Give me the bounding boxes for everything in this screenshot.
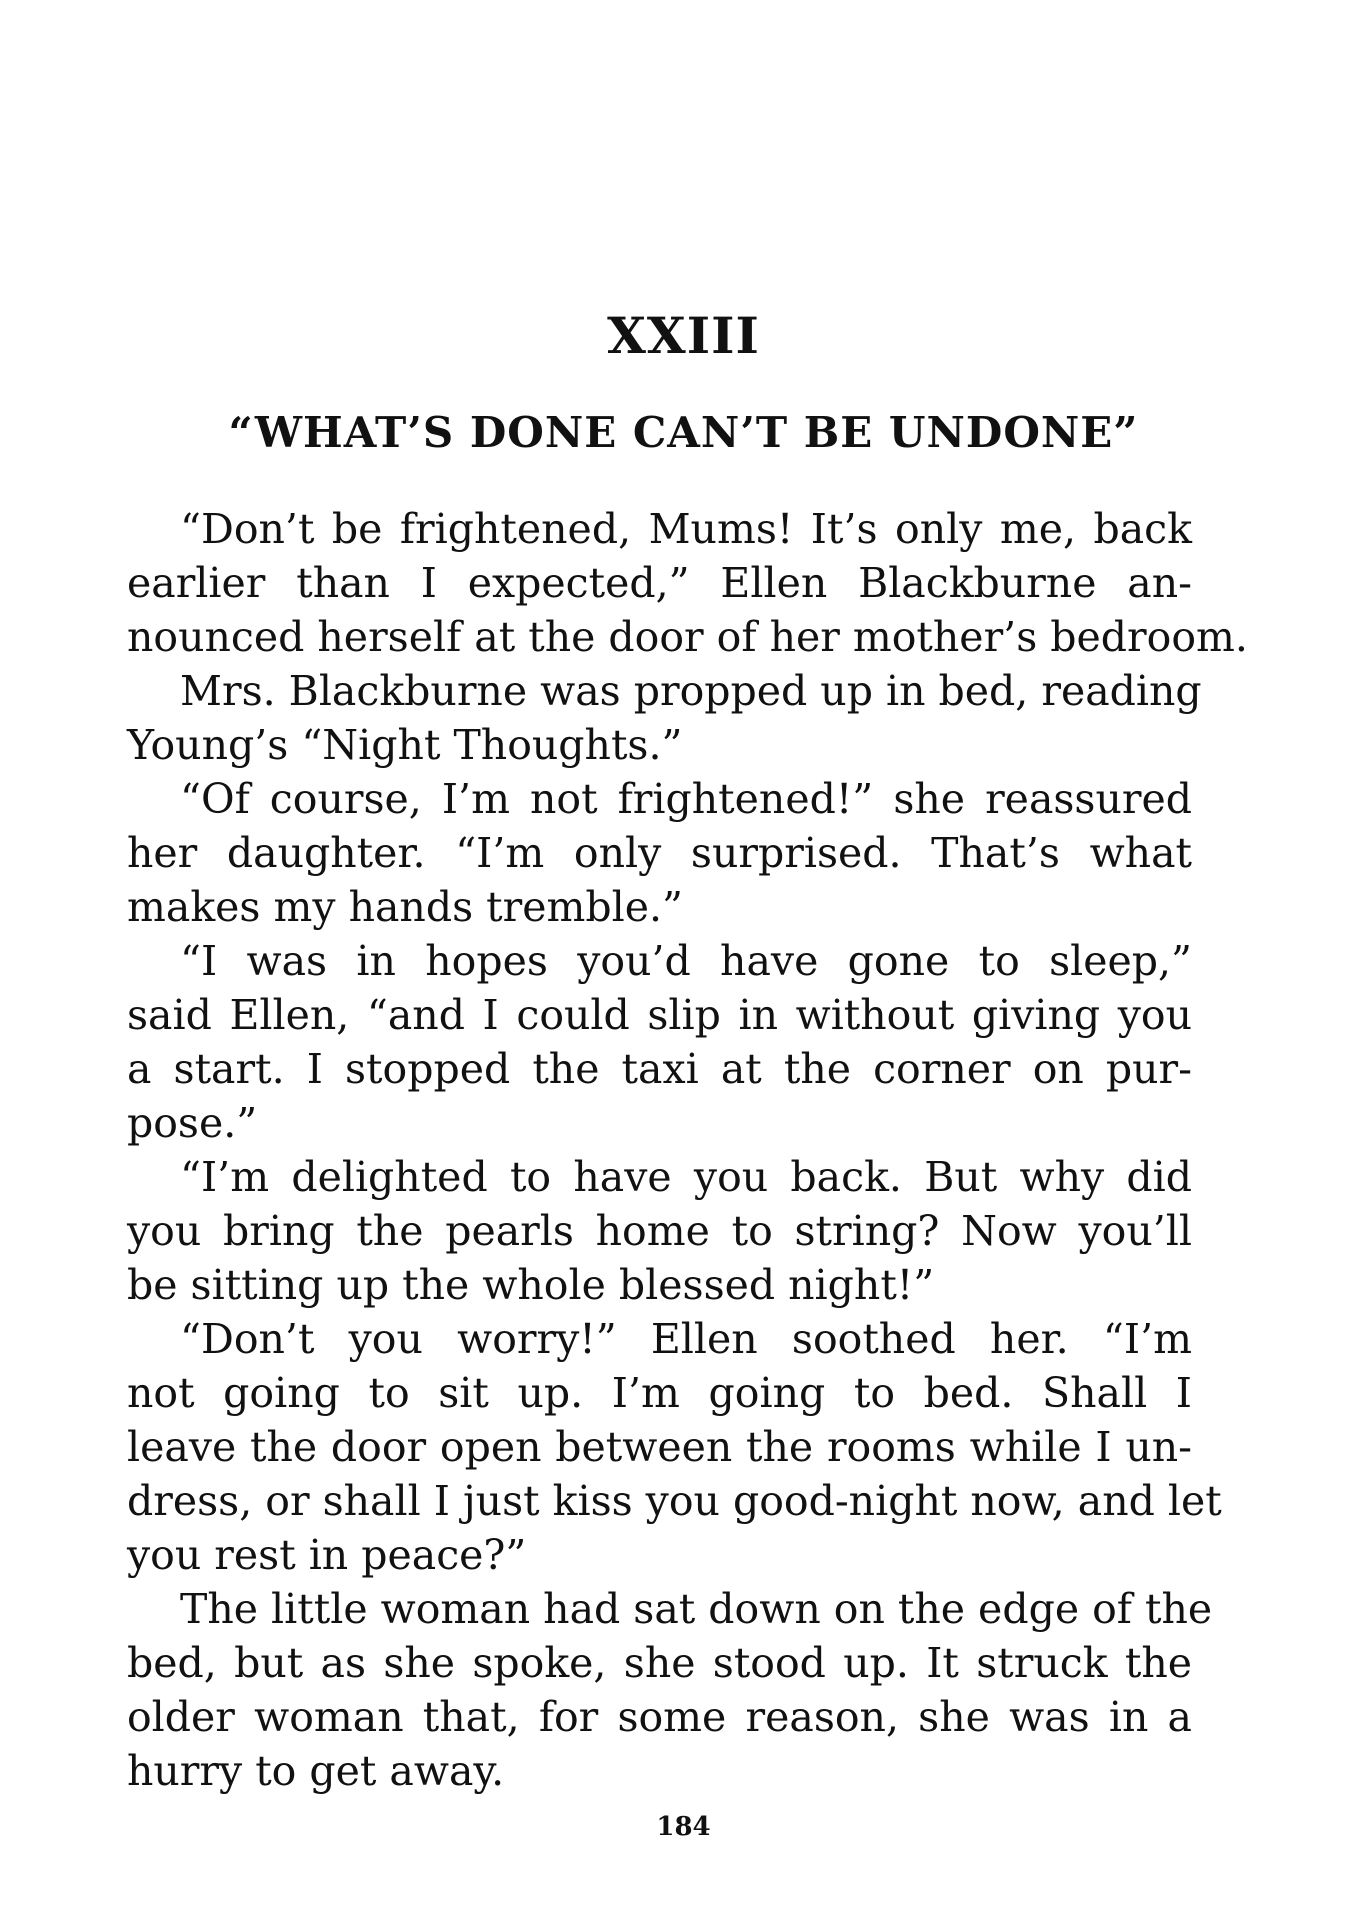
text-line: “Don’t you worry!” Ellen soothed her. “I’m	[180, 1315, 1192, 1363]
text-line: The little woman had sat down on the edge of the	[180, 1585, 1213, 1633]
text-line: bed, but as she spoke, she stood up. It struck the	[127, 1639, 1192, 1687]
text-line: Mrs. Blackburne was propped up in bed, reading	[180, 667, 1202, 715]
text-line: said Ellen, “and I could slip in without giving you	[127, 991, 1192, 1039]
text-line: “I was in hopes you’d have gone to sleep,”	[180, 937, 1192, 985]
text-line: you bring the pearls home to string? Now you’ll	[127, 1207, 1192, 1255]
text-line: hurry to get away.	[127, 1747, 505, 1795]
chapter-title: “WHAT’S DONE CAN’T BE UNDONE”	[228, 408, 1139, 457]
text-line: “I’m delighted to have you back. But why did	[180, 1153, 1192, 1201]
text-line: be sitting up the whole blessed night!”	[127, 1261, 935, 1309]
text-line: nounced herself at the door of her mother’s bedroom.	[127, 613, 1248, 661]
text-line: Young’s “Night Thoughts.”	[127, 721, 683, 769]
text-line: not going to sit up. I’m going to bed. Shall I	[127, 1369, 1192, 1417]
text-line: her daughter. “I’m only surprised. That’s what	[127, 829, 1192, 877]
text-line: earlier than I expected,” Ellen Blackburne an-	[127, 559, 1192, 607]
text-line: “Don’t be frightened, Mums! It’s only me, back	[180, 505, 1192, 553]
text-line: leave the door open between the rooms while I un-	[127, 1423, 1192, 1471]
text-line: “Of course, I’m not frightened!” she reassured	[180, 775, 1192, 823]
page-number: 184	[656, 1812, 711, 1842]
text-line: you rest in peace?”	[127, 1531, 527, 1579]
text-line: older woman that, for some reason, she was in a	[127, 1693, 1192, 1741]
chapter-number: XXIII	[607, 306, 760, 365]
text-line: makes my hands tremble.”	[127, 883, 683, 931]
text-line: a start. I stopped the taxi at the corner on pur-	[127, 1045, 1192, 1093]
text-line: dress, or shall I just kiss you good-night now, and let	[127, 1477, 1222, 1525]
text-line: pose.”	[127, 1099, 258, 1147]
